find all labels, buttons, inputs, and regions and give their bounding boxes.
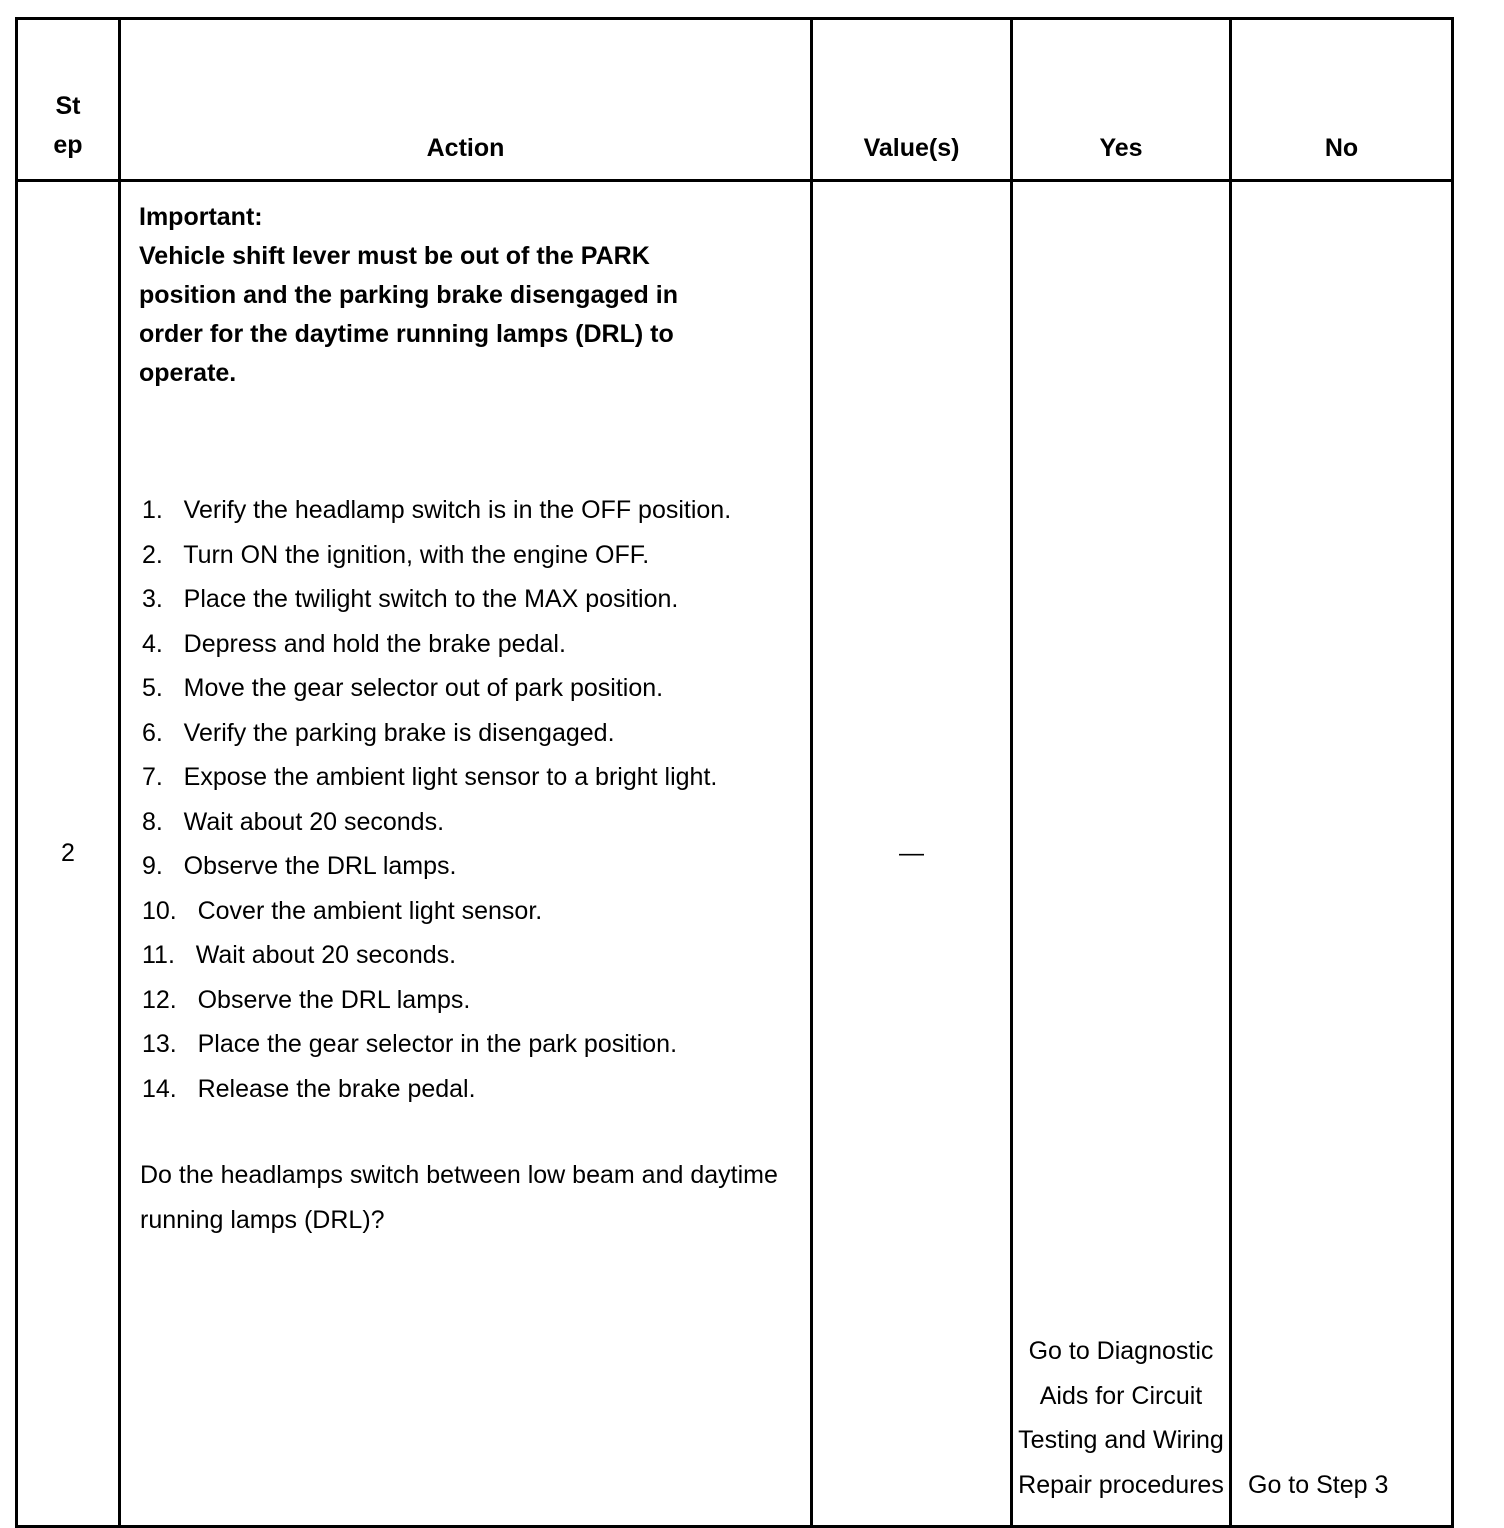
important-line: order for the daytime running lamps (DRL) to [139,320,674,348]
action-cell [120,181,812,1527]
step-text: 12. Observe the DRL lamps. [142,985,471,1014]
step-list [139,488,790,1111]
list-item [139,978,790,1023]
important-line: operate. [139,359,237,387]
header-no: No [1231,19,1453,181]
step-text: 6. Verify the parking brake is disengaged. [142,718,615,747]
step-text: 2. Turn ON the ignition, with the engine OFF. [142,540,650,569]
header-step [17,19,120,181]
step-text: 14. Release the brake pedal. [142,1074,476,1103]
list-item [139,933,790,978]
step-text: 3. Place the twilight switch to the MAX position. [142,585,679,613]
list-item [139,711,790,756]
no-cell: Go to Step 3 [1231,181,1453,1527]
header-values: Value(s) [812,19,1012,181]
table-row [17,181,1453,1527]
header-yes: Yes [1012,19,1231,181]
list-item [139,1022,790,1067]
step-text: 7. Expose the ambient light sensor to a bright light. [142,763,718,791]
list-item [139,800,790,845]
step-text: 13. Place the gear selector in the park position. [142,1030,678,1058]
step-text: 4. Depress and hold the brake pedal. [142,629,566,658]
diagnostic-table [15,17,1454,1528]
list-item [139,889,790,934]
important-line: position and the parking brake disengaged in [139,281,678,309]
list-item [139,622,790,667]
step-text: 9. Observe the DRL lamps. [142,852,457,880]
list-item [139,1067,790,1112]
step-text: 5. Move the gear selector out of park position. [142,674,664,702]
list-item [139,755,790,800]
list-item [139,844,790,889]
yes-cell: Go to Diagnostic Aids for Circuit Testing and Wiring Repair procedures [1012,181,1231,1527]
header-step-line2: ep [53,131,83,159]
list-item [139,577,790,622]
header-step-line1: St [55,92,81,120]
step-number: 2 [17,181,120,1527]
values-cell: — [812,181,1012,1527]
step-text: 11. Wait about 20 seconds. [142,941,457,969]
important-note [139,198,790,393]
list-item [139,533,790,578]
list-item [139,666,790,711]
header-action: Action [120,19,812,181]
important-label: Important: [139,203,263,231]
step-text: 1. Verify the headlamp switch is in the OFF position. [142,496,732,524]
question-text: Do the headlamps switch between low beam and daytime running lamps (DRL)? [140,1161,778,1234]
header-row [17,19,1453,181]
step-text: 8. Wait about 20 seconds. [142,807,445,836]
important-line: Vehicle shift lever must be out of the PARK [139,242,650,270]
step-text: 10. Cover the ambient light sensor. [142,896,543,925]
list-item [139,488,790,533]
